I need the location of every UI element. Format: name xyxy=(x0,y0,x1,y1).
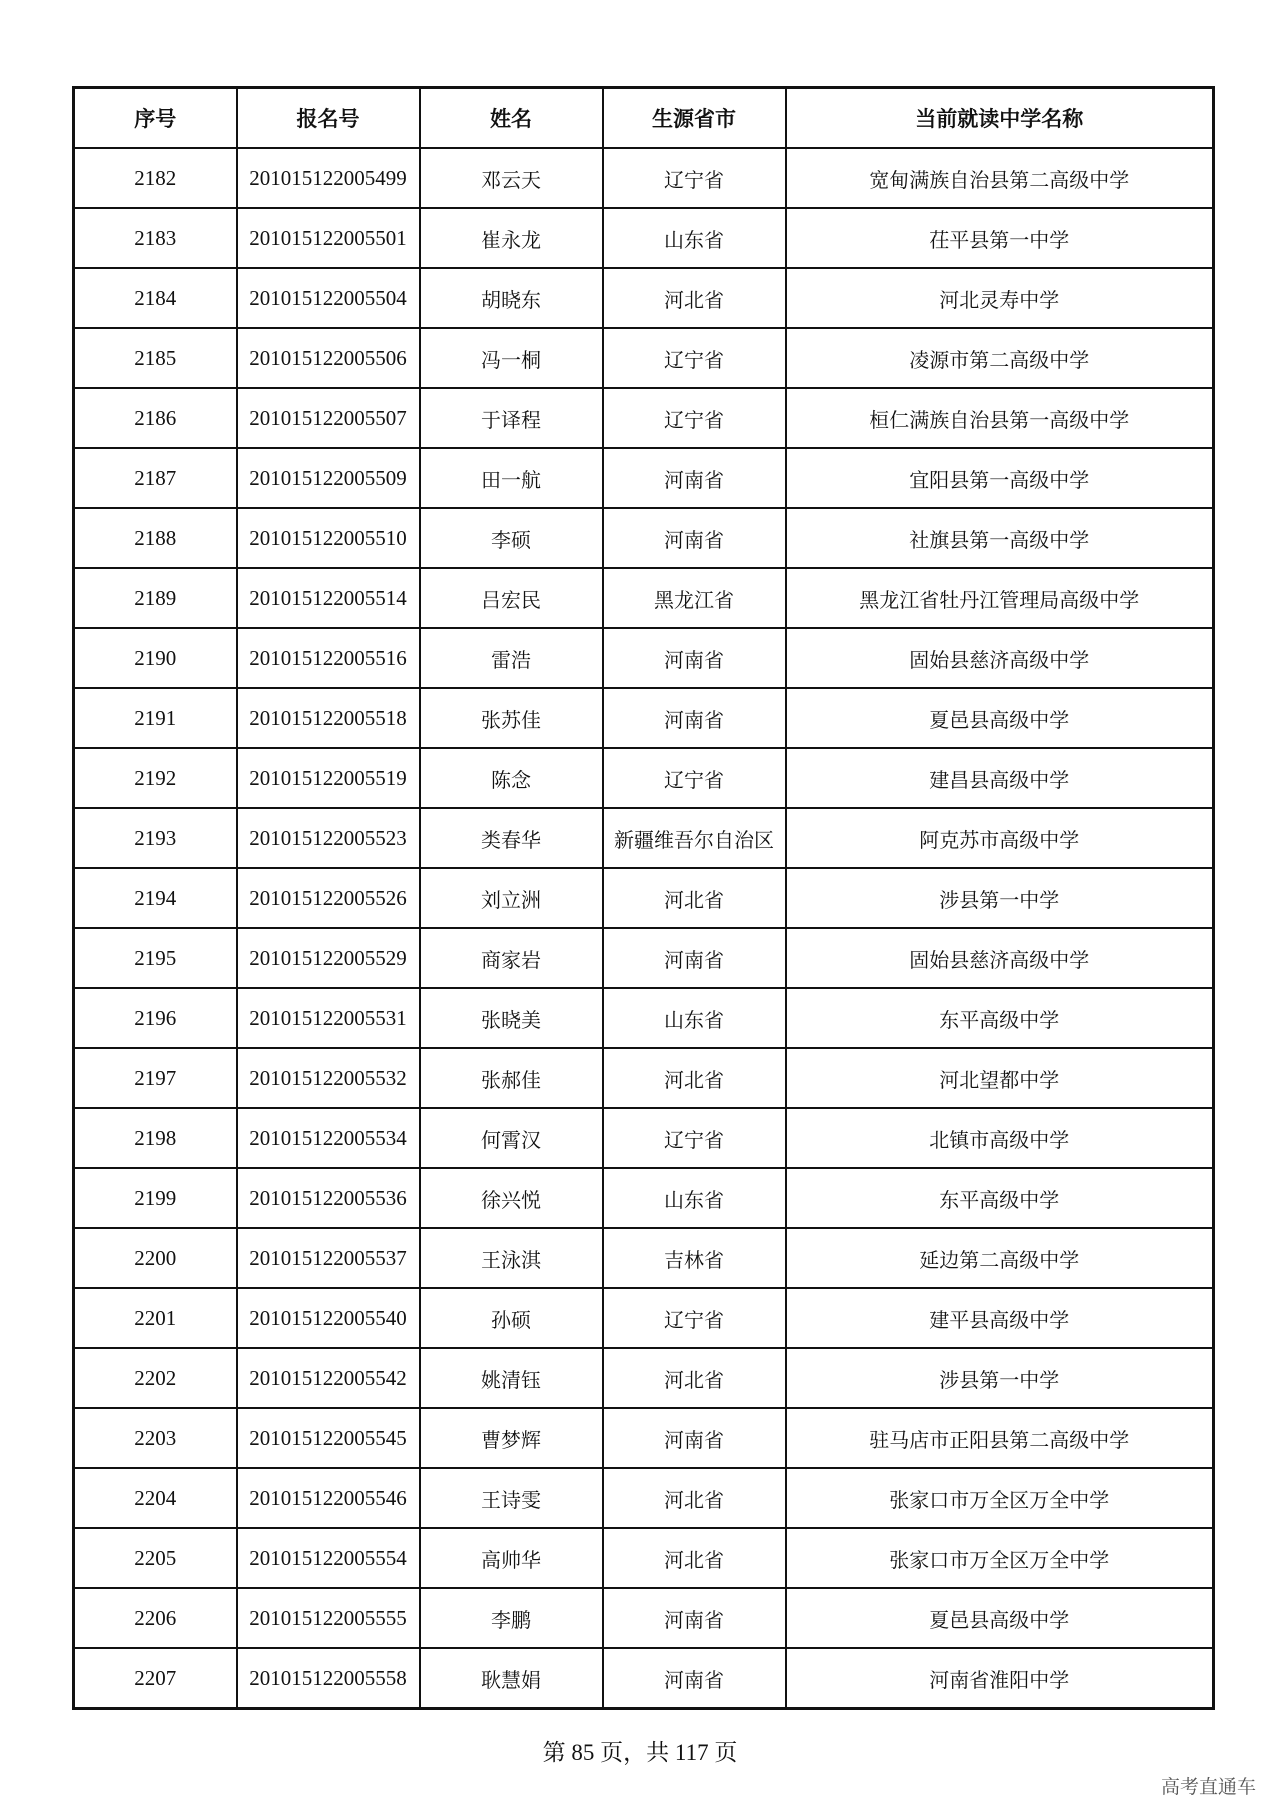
cell-name: 李硕 xyxy=(420,508,603,568)
cell-name: 曹梦辉 xyxy=(420,1408,603,1468)
table-row xyxy=(74,1468,1214,1528)
cell-school: 建昌县高级中学 xyxy=(786,748,1214,808)
cell-name: 王泳淇 xyxy=(420,1228,603,1288)
cell-name: 何霄汉 xyxy=(420,1108,603,1168)
cell-seq: 2188 xyxy=(74,508,237,568)
cell-seq: 2186 xyxy=(74,388,237,448)
cell-name: 孙硕 xyxy=(420,1288,603,1348)
cell-name: 胡晓东 xyxy=(420,268,603,328)
watermark-text: 高考直通车 xyxy=(1160,1776,1256,1798)
cell-reg-no: 201015122005526 xyxy=(237,868,420,928)
cell-seq: 2199 xyxy=(74,1168,237,1228)
cell-school: 涉县第一中学 xyxy=(786,1348,1214,1408)
table-row xyxy=(74,1588,1214,1648)
table-row xyxy=(74,748,1214,808)
table-row xyxy=(74,868,1214,928)
cell-reg-no: 201015122005514 xyxy=(237,568,420,628)
cell-province: 河南省 xyxy=(603,448,786,508)
header-province: 生源省市 xyxy=(603,88,786,149)
table-row xyxy=(74,268,1214,328)
cell-reg-no: 201015122005532 xyxy=(237,1048,420,1108)
table-row xyxy=(74,808,1214,868)
cell-province: 河北省 xyxy=(603,1468,786,1528)
cell-school: 东平高级中学 xyxy=(786,1168,1214,1228)
table-row xyxy=(74,1528,1214,1588)
header-reg-no: 报名号 xyxy=(237,88,420,149)
cell-seq: 2190 xyxy=(74,628,237,688)
cell-reg-no: 201015122005531 xyxy=(237,988,420,1048)
cell-seq: 2202 xyxy=(74,1348,237,1408)
cell-name: 徐兴悦 xyxy=(420,1168,603,1228)
cell-school: 夏邑县高级中学 xyxy=(786,1588,1214,1648)
cell-seq: 2193 xyxy=(74,808,237,868)
table-row xyxy=(74,208,1214,268)
cell-reg-no: 201015122005518 xyxy=(237,688,420,748)
cell-seq: 2205 xyxy=(74,1528,237,1588)
header-seq: 序号 xyxy=(74,88,237,149)
cell-reg-no: 201015122005516 xyxy=(237,628,420,688)
cell-name: 崔永龙 xyxy=(420,208,603,268)
cell-seq: 2206 xyxy=(74,1588,237,1648)
cell-reg-no: 201015122005519 xyxy=(237,748,420,808)
cell-province: 河北省 xyxy=(603,1048,786,1108)
table-row xyxy=(74,1048,1214,1108)
cell-reg-no: 201015122005542 xyxy=(237,1348,420,1408)
cell-reg-no: 201015122005534 xyxy=(237,1108,420,1168)
cell-province: 河北省 xyxy=(603,268,786,328)
cell-province: 辽宁省 xyxy=(603,748,786,808)
cell-school: 张家口市万全区万全中学 xyxy=(786,1528,1214,1588)
cell-school: 河南省淮阳中学 xyxy=(786,1648,1214,1709)
table-row xyxy=(74,1348,1214,1408)
table-row xyxy=(74,568,1214,628)
table-body xyxy=(74,148,1214,1709)
cell-name: 冯一桐 xyxy=(420,328,603,388)
cell-reg-no: 201015122005554 xyxy=(237,1528,420,1588)
cell-seq: 2194 xyxy=(74,868,237,928)
cell-province: 黑龙江省 xyxy=(603,568,786,628)
table-row xyxy=(74,388,1214,448)
cell-name: 张晓美 xyxy=(420,988,603,1048)
cell-reg-no: 201015122005546 xyxy=(237,1468,420,1528)
cell-school: 河北望都中学 xyxy=(786,1048,1214,1108)
cell-name: 耿慧娟 xyxy=(420,1648,603,1709)
cell-province: 河南省 xyxy=(603,1588,786,1648)
cell-school: 固始县慈济高级中学 xyxy=(786,928,1214,988)
table-row xyxy=(74,1168,1214,1228)
cell-school: 夏邑县高级中学 xyxy=(786,688,1214,748)
cell-name: 王诗雯 xyxy=(420,1468,603,1528)
cell-school: 建平县高级中学 xyxy=(786,1288,1214,1348)
cell-seq: 2203 xyxy=(74,1408,237,1468)
cell-school: 北镇市高级中学 xyxy=(786,1108,1214,1168)
table-row xyxy=(74,628,1214,688)
cell-province: 山东省 xyxy=(603,208,786,268)
cell-seq: 2197 xyxy=(74,1048,237,1108)
cell-name: 商家岩 xyxy=(420,928,603,988)
cell-name: 刘立洲 xyxy=(420,868,603,928)
cell-reg-no: 201015122005509 xyxy=(237,448,420,508)
page-number: 第 85 页，共 117 页 xyxy=(542,1740,738,1765)
cell-province: 吉林省 xyxy=(603,1228,786,1288)
cell-school: 茌平县第一中学 xyxy=(786,208,1214,268)
cell-reg-no: 201015122005523 xyxy=(237,808,420,868)
cell-seq: 2189 xyxy=(74,568,237,628)
cell-school: 阿克苏市高级中学 xyxy=(786,808,1214,868)
header-name: 姓名 xyxy=(420,88,603,149)
cell-province: 河北省 xyxy=(603,1348,786,1408)
cell-province: 辽宁省 xyxy=(603,1288,786,1348)
cell-name: 李鹏 xyxy=(420,1588,603,1648)
cell-reg-no: 201015122005558 xyxy=(237,1648,420,1709)
cell-name: 张郝佳 xyxy=(420,1048,603,1108)
cell-name: 吕宏民 xyxy=(420,568,603,628)
header-school: 当前就读中学名称 xyxy=(786,88,1214,149)
cell-name: 高帅华 xyxy=(420,1528,603,1588)
table-row xyxy=(74,448,1214,508)
cell-seq: 2207 xyxy=(74,1648,237,1709)
cell-province: 辽宁省 xyxy=(603,1108,786,1168)
cell-seq: 2200 xyxy=(74,1228,237,1288)
cell-province: 河北省 xyxy=(603,868,786,928)
table-row xyxy=(74,1648,1214,1709)
table-row xyxy=(74,1228,1214,1288)
cell-seq: 2182 xyxy=(74,148,237,208)
cell-seq: 2183 xyxy=(74,208,237,268)
cell-school: 固始县慈济高级中学 xyxy=(786,628,1214,688)
cell-province: 河北省 xyxy=(603,1528,786,1588)
cell-school: 张家口市万全区万全中学 xyxy=(786,1468,1214,1528)
cell-reg-no: 201015122005540 xyxy=(237,1288,420,1348)
cell-seq: 2187 xyxy=(74,448,237,508)
cell-reg-no: 201015122005510 xyxy=(237,508,420,568)
cell-seq: 2191 xyxy=(74,688,237,748)
cell-school: 宜阳县第一高级中学 xyxy=(786,448,1214,508)
cell-reg-no: 201015122005507 xyxy=(237,388,420,448)
cell-province: 山东省 xyxy=(603,1168,786,1228)
cell-seq: 2185 xyxy=(74,328,237,388)
table-row xyxy=(74,328,1214,388)
cell-province: 山东省 xyxy=(603,988,786,1048)
table-row xyxy=(74,988,1214,1048)
cell-province: 辽宁省 xyxy=(603,328,786,388)
cell-name: 张苏佳 xyxy=(420,688,603,748)
cell-name: 于译程 xyxy=(420,388,603,448)
cell-school: 社旗县第一高级中学 xyxy=(786,508,1214,568)
cell-province: 河南省 xyxy=(603,1408,786,1468)
cell-reg-no: 201015122005504 xyxy=(237,268,420,328)
cell-reg-no: 201015122005501 xyxy=(237,208,420,268)
cell-school: 宽甸满族自治县第二高级中学 xyxy=(786,148,1214,208)
cell-seq: 2196 xyxy=(74,988,237,1048)
table-header-row xyxy=(74,88,1214,149)
cell-school: 驻马店市正阳县第二高级中学 xyxy=(786,1408,1214,1468)
cell-school: 延边第二高级中学 xyxy=(786,1228,1214,1288)
cell-reg-no: 201015122005536 xyxy=(237,1168,420,1228)
cell-province: 河南省 xyxy=(603,928,786,988)
cell-school: 凌源市第二高级中学 xyxy=(786,328,1214,388)
cell-province: 河南省 xyxy=(603,628,786,688)
cell-name: 姚清钰 xyxy=(420,1348,603,1408)
cell-province: 新疆维吾尔自治区 xyxy=(603,808,786,868)
cell-reg-no: 201015122005499 xyxy=(237,148,420,208)
cell-school: 涉县第一中学 xyxy=(786,868,1214,928)
table-row xyxy=(74,688,1214,748)
cell-province: 辽宁省 xyxy=(603,148,786,208)
cell-seq: 2204 xyxy=(74,1468,237,1528)
cell-school: 东平高级中学 xyxy=(786,988,1214,1048)
table-row xyxy=(74,508,1214,568)
cell-reg-no: 201015122005555 xyxy=(237,1588,420,1648)
table-row xyxy=(74,1288,1214,1348)
cell-province: 河南省 xyxy=(603,1648,786,1709)
table-row xyxy=(74,1108,1214,1168)
cell-school: 河北灵寿中学 xyxy=(786,268,1214,328)
table-row xyxy=(74,1408,1214,1468)
table-row xyxy=(74,148,1214,208)
cell-reg-no: 201015122005545 xyxy=(237,1408,420,1468)
cell-name: 田一航 xyxy=(420,448,603,508)
cell-province: 辽宁省 xyxy=(603,388,786,448)
cell-name: 邓云天 xyxy=(420,148,603,208)
cell-school: 桓仁满族自治县第一高级中学 xyxy=(786,388,1214,448)
student-list-table-container xyxy=(72,86,1212,1710)
cell-reg-no: 201015122005537 xyxy=(237,1228,420,1288)
cell-province: 河南省 xyxy=(603,508,786,568)
cell-reg-no: 201015122005529 xyxy=(237,928,420,988)
cell-reg-no: 201015122005506 xyxy=(237,328,420,388)
cell-name: 类春华 xyxy=(420,808,603,868)
cell-school: 黑龙江省牡丹江管理局高级中学 xyxy=(786,568,1214,628)
cell-province: 河南省 xyxy=(603,688,786,748)
cell-name: 雷浩 xyxy=(420,628,603,688)
cell-seq: 2201 xyxy=(74,1288,237,1348)
cell-seq: 2198 xyxy=(74,1108,237,1168)
cell-seq: 2192 xyxy=(74,748,237,808)
student-list-table xyxy=(72,86,1215,1710)
cell-seq: 2195 xyxy=(74,928,237,988)
table-row xyxy=(74,928,1214,988)
cell-name: 陈念 xyxy=(420,748,603,808)
cell-seq: 2184 xyxy=(74,268,237,328)
